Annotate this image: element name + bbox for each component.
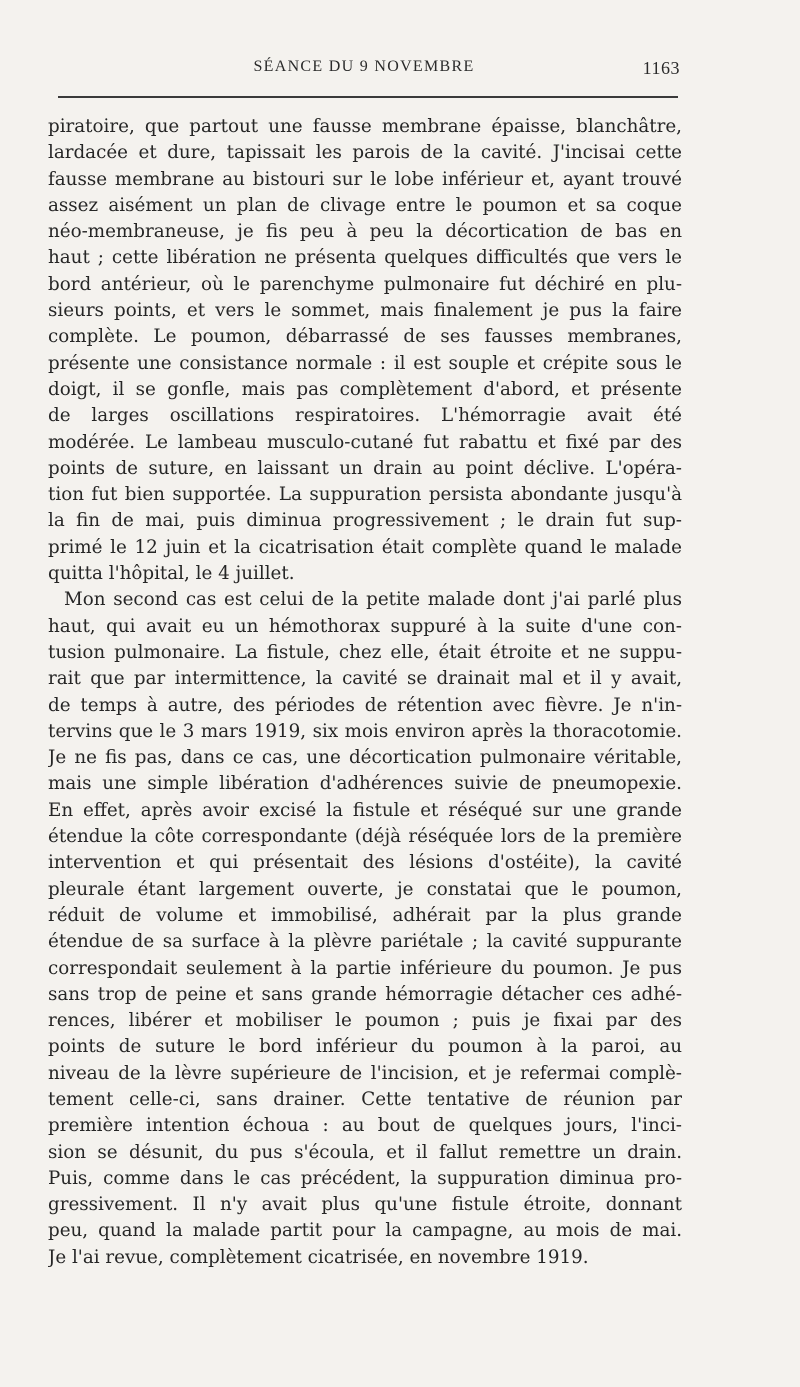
text-line: tement celle-ci, sans drainer. Cette tentative de réunion par <box>48 1088 682 1110</box>
text-line: réduit de volume et immobilisé, adhérait par la plus grande <box>48 904 682 926</box>
text-line: de temps à autre, des périodes de rétention avec fièvre. Je n'in- <box>48 694 682 716</box>
text-line: rences, libérer et mobiliser le poumon ; puis je fixai par des <box>48 1010 682 1032</box>
text-line: bord antérieur, où le parenchyme pulmonaire fut déchiré en plu- <box>48 273 682 295</box>
page-number: 1163 <box>642 58 680 78</box>
paragraph-2 <box>48 587 682 1271</box>
header-rule <box>58 96 678 98</box>
text-line: première intention échoua : au bout de quelques jours, l'inci- <box>48 1115 682 1137</box>
paragraph-1 <box>48 114 682 587</box>
text-line: niveau de la lèvre supérieure de l'incision, et je refermai complè- <box>48 1062 682 1084</box>
text-line: intervention et qui présentait des lésions d'ostéite), la cavité <box>48 852 682 874</box>
text-line: tusion pulmonaire. La fistule, chez elle, était étroite et ne suppu- <box>48 641 682 663</box>
text-line: Mon second cas est celui de la petite malade dont j'ai parlé plus <box>64 589 682 611</box>
text-line: modérée. Le lambeau musculo-cutané fut rabattu et fixé par des <box>48 431 682 453</box>
body-text <box>48 114 682 1271</box>
text-line: sion se désunit, du pus s'écoula, et il fallut remettre un drain. <box>48 1141 682 1163</box>
text-line: sans trop de peine et sans grande hémorragie détacher ces adhé- <box>48 983 682 1005</box>
text-line: étendue la côte correspondante (déjà réséquée lors de la première <box>48 826 682 848</box>
text-line: Je ne fis pas, dans ce cas, une décortication pulmonaire véritable, <box>48 747 682 769</box>
text-line: correspondait seulement à la partie inférieure du poumon. Je pus <box>48 957 682 979</box>
running-title: SÉANCE DU 9 NOVEMBRE <box>253 58 475 75</box>
text-line: doigt, il se gonfle, mais pas complètement d'abord, et présente <box>48 378 682 400</box>
text-line: primé le 12 juin et la cicatrisation était complète quand le malade <box>48 536 682 558</box>
text-line: pleurale étant largement ouverte, je constatai que le poumon, <box>48 878 682 900</box>
text-line: fausse membrane au bistouri sur le lobe inférieur et, ayant trouvé <box>48 168 682 190</box>
text-line: tion fut bien supportée. La suppuration persista abondante jusqu'à <box>48 484 682 506</box>
text-line: Puis, comme dans le cas précédent, la suppuration diminua pro- <box>48 1167 682 1189</box>
text-line: Je l'ai revue, complètement cicatrisée, en novembre 1919. <box>48 1246 589 1268</box>
text-line: la fin de mai, puis diminua progressivement ; le drain fut sup- <box>48 510 682 532</box>
text-line: lardacée et dure, tapissait les parois de la cavité. J'incisai cette <box>48 142 682 164</box>
text-line: quitta l'hôpital, le 4 juillet. <box>48 563 295 585</box>
running-head <box>48 58 680 86</box>
text-line: néo-membraneuse, je fis peu à peu la décortication de bas en <box>48 221 682 243</box>
text-line: étendue de sa surface à la plèvre pariétale ; la cavité suppurante <box>48 931 682 953</box>
text-line: présente une consistance normale : il est souple et crépite sous le <box>48 352 682 374</box>
text-line: tervins que le 3 mars 1919, six mois environ après la thoracotomie. <box>48 720 682 742</box>
text-line: rait que par intermittence, la cavité se drainait mal et il y avait, <box>48 668 682 690</box>
text-line: points de suture le bord inférieur du poumon à la paroi, au <box>48 1036 682 1058</box>
text-line: complète. Le poumon, débarrassé de ses fausses membranes, <box>48 326 682 348</box>
text-line: gressivement. Il n'y avait plus qu'une fistule étroite, donnant <box>48 1194 682 1216</box>
text-line: assez aisément un plan de clivage entre le poumon et sa coque <box>48 194 682 216</box>
text-line: sieurs points, et vers le sommet, mais finalement je pus la faire <box>48 300 682 322</box>
text-line: En effet, après avoir excisé la fistule et réséqué sur une grande <box>48 799 682 821</box>
text-line: mais une simple libération d'adhérences suivie de pneumopexie. <box>48 773 682 795</box>
text-line: points de suture, en laissant un drain au point déclive. L'opéra- <box>48 457 682 479</box>
text-line: peu, quand la malade partit pour la campagne, au mois de mai. <box>48 1220 682 1242</box>
text-line: haut ; cette libération ne présenta quelques difficultés que vers le <box>48 247 682 269</box>
text-line: de larges oscillations respiratoires. L'hémorragie avait été <box>48 405 682 427</box>
text-line: haut, qui avait eu un hémothorax suppuré à la suite d'une con- <box>48 615 682 637</box>
text-line: piratoire, que partout une fausse membrane épaisse, blanchâtre, <box>48 116 682 137</box>
